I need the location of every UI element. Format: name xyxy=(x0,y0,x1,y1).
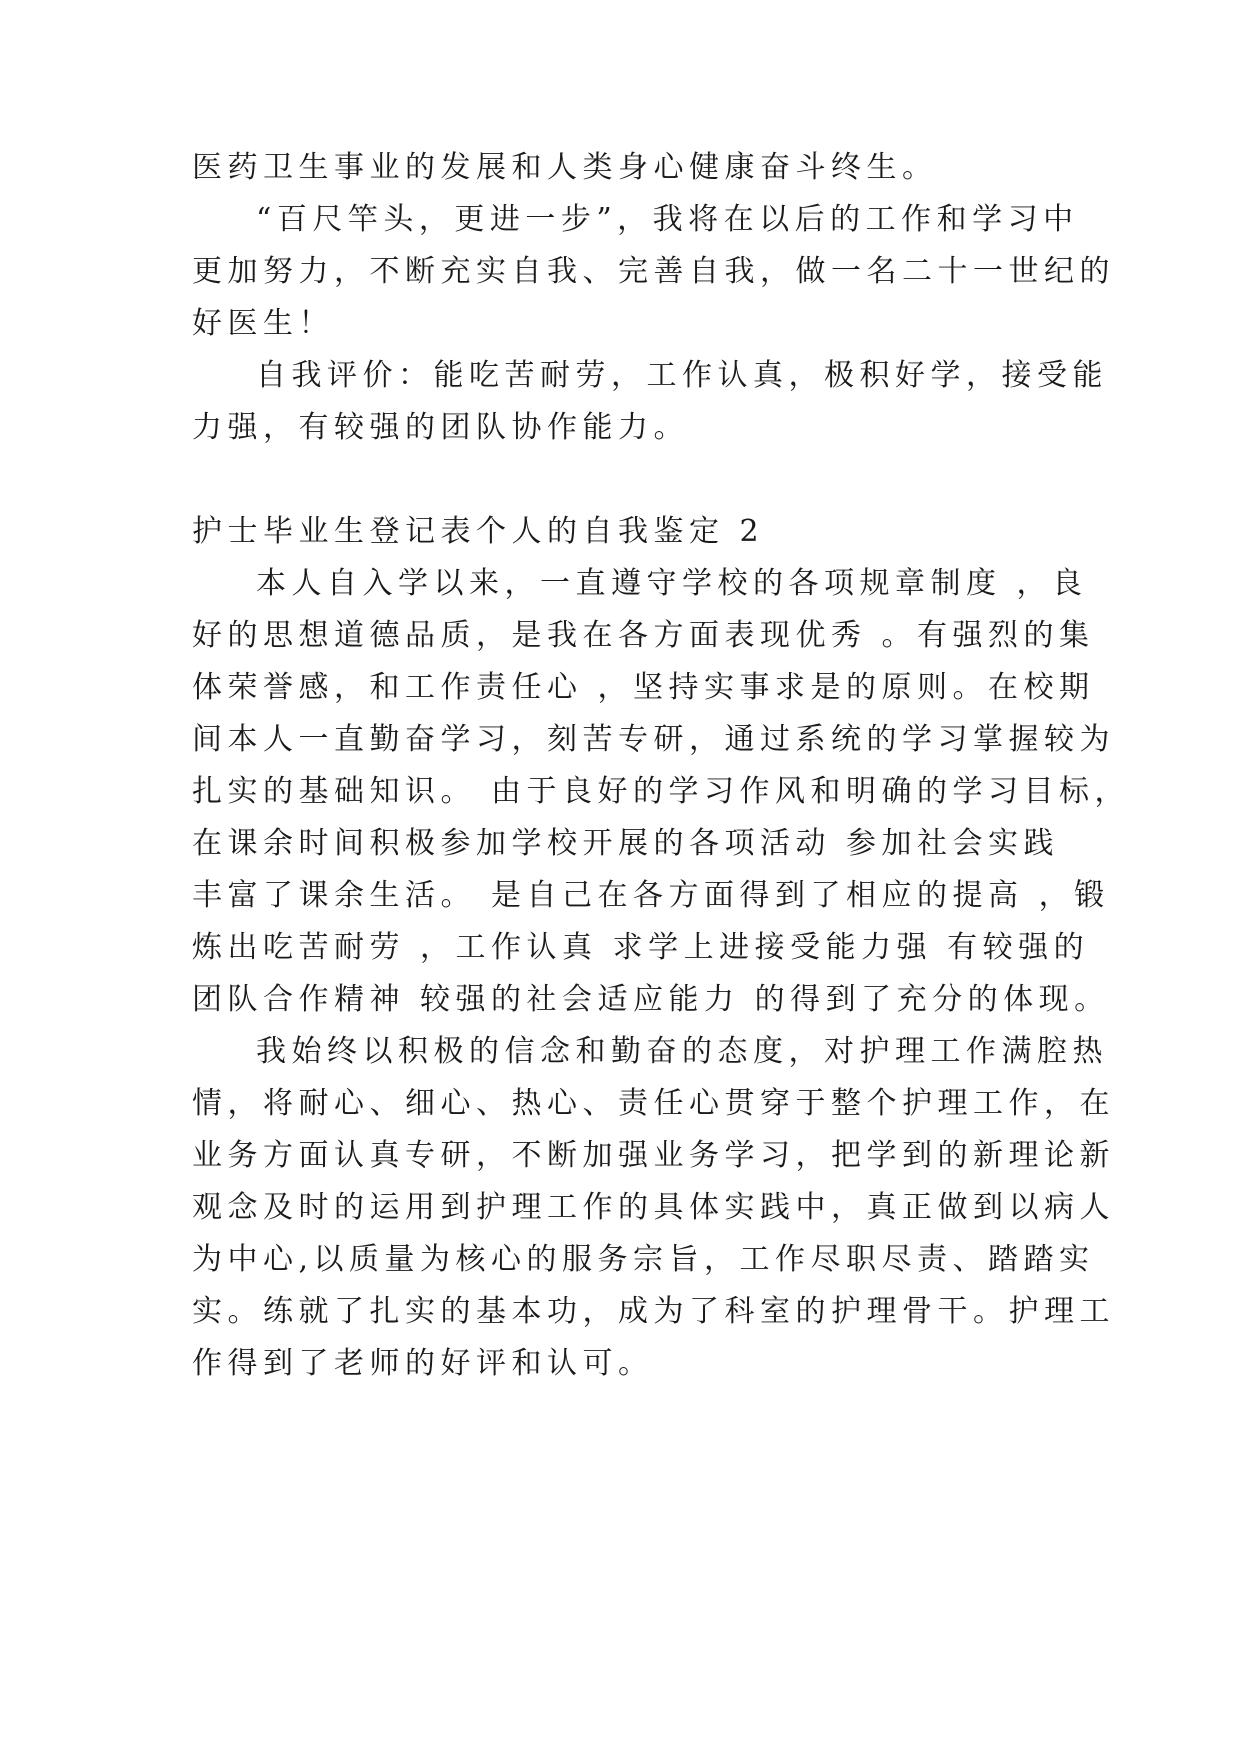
text-line: 扎实的基础知识。 由于良好的学习作风和明确的学习目标， xyxy=(192,774,1131,809)
text-line: 实。练就了扎实的基本功，成为了科室的护理骨干。护理工 xyxy=(192,1294,1115,1329)
text-line: 好的思想道德品质，是我在各方面表现优秀 。有强烈的集 xyxy=(192,618,1095,653)
text-line: 团队合作精神 较强的社会适应能力 的得到了充分的体现。 xyxy=(192,982,1110,1017)
text-line: “百尺竿头，更进一步”，我将在以后的工作和学习中 xyxy=(256,202,1079,237)
text-line: 业务方面认真专研，不断加强业务学习，把学到的新理论新 xyxy=(192,1138,1115,1173)
text-line: 医药卫生事业的发展和人类身心健康奋斗终生。 xyxy=(192,150,938,185)
text-line: 在课余时间积极参加学校开展的各项活动 参加社会实践 xyxy=(192,826,1060,861)
text-line: 为中心,以质量为核心的服务宗旨，工作尽职尽责、踏踏实 xyxy=(192,1242,1095,1277)
text-line: 作得到了老师的好评和认可。 xyxy=(192,1346,654,1381)
text-line: 更加努力，不断充实自我、完善自我，做一名二十一世纪的 xyxy=(192,254,1115,289)
text-line: 丰富了课余生活。 是自己在各方面得到了相应的提高 ，锻 xyxy=(192,878,1110,913)
text-line: 情，将耐心、细心、热心、责任心贯穿于整个护理工作，在 xyxy=(192,1086,1115,1121)
text-line: 观念及时的运用到护理工作的具体实践中，真正做到以病人 xyxy=(192,1190,1115,1225)
text-line: 间本人一直勤奋学习，刻苦专研，通过系统的学习掌握较为 xyxy=(192,722,1115,757)
text-line: 体荣誉感，和工作责任心 ，坚持实事求是的原则。在校期 xyxy=(192,670,1095,705)
text-line: 炼出吃苦耐劳 ，工作认真 求学上进接受能力强 有较强的 xyxy=(192,930,1090,965)
text-line: 力强，有较强的团队协作能力。 xyxy=(192,410,689,445)
text-line: 好医生！ xyxy=(192,306,334,341)
text-line: 我始终以积极的信念和勤奋的态度，对护理工作满腔热 xyxy=(256,1034,1108,1069)
text-line: 本人自入学以来，一直遵守学校的各项规章制度 ，良 xyxy=(256,566,1088,601)
section-heading: 护士毕业生登记表个人的自我鉴定 2 xyxy=(192,514,765,549)
text-line: 自我评价：能吃苦耐劳，工作认真，极积好学，接受能 xyxy=(256,358,1108,393)
